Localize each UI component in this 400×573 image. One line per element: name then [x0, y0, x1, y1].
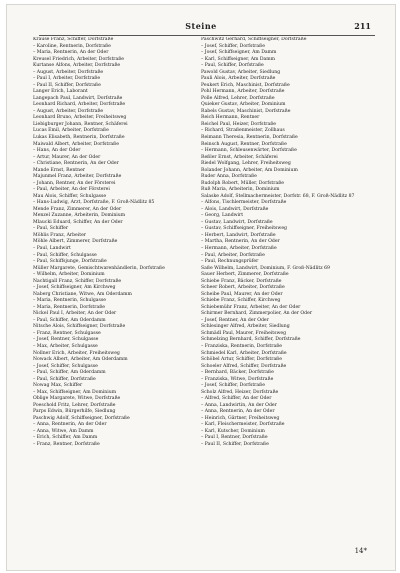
directory-entry: Menzel Zuzanne, Arbeiterin, Dominium — [33, 213, 126, 219]
directory-entry: Müller Margarete, Gemischtwarenhändlerin, Dorfstraße — [33, 265, 165, 271]
directory-entry: – Josef, Rentner, An der Oder — [201, 317, 269, 323]
directory-entry: – Paul, Schiffer — [33, 226, 69, 232]
directory-entry: – Hermann, Arbeiter, Dorfstraße — [201, 246, 277, 251]
directory-entry: Naberg Christiane, Witwe, Am Oderdamm — [33, 291, 132, 297]
directory-entry: – Paul, Schiffer, Dorfstraße — [201, 63, 264, 69]
directory-entry: – Karl, Kutscher, Dominium — [201, 428, 265, 434]
directory-entry: – Anna, Witwe, Am Damm — [33, 428, 94, 434]
directory-entry: Möhle Albert, Zimmerer, Dorfstraße — [33, 239, 118, 245]
directory-entry: Saße Wilhelm, Landwirt, Dominium, F. Groß-Nädlitz 69 — [201, 265, 330, 271]
directory-entry: Mande Ernst, Rentner — [33, 167, 86, 173]
directory-entry: – Alfons, Tischlermeister, Dorfstraße — [201, 200, 287, 206]
directory-entry: – Paul I, Rentner, Dorfstraße — [201, 435, 268, 441]
directory-entry: – Karl, Fleischermeister, Dorfstraße — [201, 422, 285, 428]
directory-entry: – Herbert, Landwirt, Dorfstraße — [201, 232, 276, 238]
directory-entry: Reich Hermann, Rentner — [201, 115, 260, 121]
directory-entry: Nachtigall Franz, Schiffer, Dorfstraße — [33, 278, 122, 284]
directory-entry: – Josef, Schiffseigner, Am Kirchweg — [33, 285, 116, 291]
directory-entry: – Christiane, Rentnerin, An der Oder — [33, 161, 119, 167]
directory-entry: Mende Franz, Zimmerer, An der Oder — [33, 206, 122, 212]
directory-entry: Peukert Erich, Maschinist, Dorfstraße — [201, 82, 290, 88]
directory-entry: – Heinrich, Gärtner, Freiheitsweg — [201, 415, 280, 421]
directory-entry: Schmädl Paul, Maurer, Freiheitsweg — [201, 330, 287, 336]
directory-entry: Nowack Albert, Arbeiter, Am Oderdamm — [33, 357, 128, 363]
directory-entry: Nollner Erich, Arbeiter, Freiheitsweg — [33, 350, 120, 356]
directory-entry: Reinsch August, Rentner, Dorfstraße — [201, 141, 287, 147]
directory-entry: Krause Franz, Schiffer, Dorfstraße — [33, 37, 114, 42]
directory-entry: Sauer Herbert, Zimmerer, Dorfstraße — [201, 272, 289, 278]
directory-entry: Mau Alois, Schiffer, Schulgasse — [33, 193, 107, 199]
directory-entry: – Gustav, Landwirt, Dorfstraße — [201, 219, 273, 225]
directory-entry: Majunmel Franz, Arbeiter, Dorfstraße — [33, 174, 122, 180]
directory-entry: Pauli Alois, Arbeiter, Dorfstraße — [201, 76, 276, 82]
directory-entry: – Erich, Schiffer, Am Damm — [33, 435, 98, 441]
directory-entry: Schiebemühr Franz, Arbeiter, An der Oder — [201, 304, 301, 310]
page-header — [11, 21, 391, 33]
directory-entry: Poeschold Fritz, Lehrer, Dorfstraße — [33, 402, 116, 408]
directory-entry: Reichel Paul, Heizer, Dorfstraße — [201, 121, 277, 127]
directory-entry: Parps Edwin, Bürgerhilfe, Siedlung — [33, 409, 116, 415]
directory-entry: Langepach Paul, Landwirt, Dorfstraße — [33, 95, 123, 101]
directory-entry: – Anna, Rentnerin, An der Oder — [33, 422, 107, 428]
directory-entry: – Max, Arbeiter, Schulgasse — [33, 343, 98, 349]
directory-entry: Lukas Elisabeth, Rentnerin, Dorfstraße — [33, 134, 125, 140]
directory-entry: – Paul, Arbeiter, Dorfstraße — [201, 252, 265, 258]
directory-entry: – Paul II, Schiffer, Dorfstraße — [33, 82, 101, 88]
directory-entry: Salaske Adolf, Stellmachermeister, Dorfstr. 68, F. Groß-Nädlitz 87 — [201, 193, 355, 199]
directory-entry: Nitsche Alois, Schiffseigner, Dorfstraße — [33, 324, 126, 330]
right-column — [201, 37, 379, 448]
directory-entry: Paschwig Adolf, Schiffseigner, Dorfstraße — [33, 415, 130, 421]
directory-entry: Pawold Gustav, Arbeiter, Siedlung — [201, 69, 281, 75]
directory-entry: – Maria, Rentnerin, Dorfstraße — [33, 304, 105, 310]
directory-entry: – Paul, Schiffer, Schulgasse — [33, 252, 97, 258]
page-title: Steine — [185, 21, 217, 31]
directory-entry: Schirmer Bernhard, Zimmerpolier, An der Oder — [201, 311, 313, 317]
directory-entry: – Hans, An der Oder — [33, 148, 81, 154]
directory-entry: Rabels Gustav, Maschinist, Dorfstraße — [201, 108, 291, 114]
directory-entry: Mlaucki Eduard, Schiffer, An der Oder — [33, 219, 123, 225]
directory-entry: Reßler Ernst, Arbeiter, Schäferei — [201, 154, 278, 160]
directory-entry: Ruß Maria, Arbeiterin, Dominium — [201, 187, 280, 193]
directory-entry: – Alfred, Schiffer, An der Oder — [201, 396, 272, 402]
directory-entry: – Anna, Rentnerin, An der Oder — [201, 409, 275, 415]
directory-entry: – Maria, Rentnerin, Schulgasse — [33, 298, 106, 304]
directory-entry: – Paul, Schiffer, Am Oderdamm — [33, 317, 106, 323]
directory-page — [6, 4, 396, 571]
directory-entry: Schmiedel Karl, Arbeiter, Dorfstraße — [201, 350, 287, 356]
directory-entry: Schöbel Artur, Schiffer, Dorfstraße — [201, 357, 282, 363]
directory-entry: Schiebe Franz, Schiffer, Kirchweg — [201, 298, 281, 304]
directory-entry: – Alois, Landwirt, Dorfstraße — [201, 206, 269, 212]
directory-entry: Langer Erich, Laborant — [33, 89, 88, 95]
directory-entry: Liebigburger Johann, Rentner, Schäferei — [33, 121, 128, 127]
directory-entry: – Hans-Ludwig, Arzt, Dorfstraße, F. Groß-Nädlitz 85 — [33, 200, 155, 206]
directory-entry: – Wilhelm, Arbeiter, Dominium — [33, 272, 105, 278]
signature-mark: 14* — [354, 547, 367, 555]
directory-entry: – Josef, Schiffer, Dorfstraße — [201, 43, 265, 49]
directory-entry: – August, Arbeiter, Dorfstraße — [33, 108, 104, 114]
directory-entry: Leonhard Bruno, Arbeiter, Freiheitsweg — [33, 115, 127, 121]
directory-entry: Schmelzing Bernhard, Schiffer, Dorfstraße — [201, 337, 301, 343]
directory-entry: Ruder Anna, Dorfstraße — [201, 174, 257, 180]
directory-entry: – Bernhard, Bäcker, Dorfstraße — [201, 370, 274, 376]
directory-entry: – Franziska, Rentnerin, Dorfstraße — [201, 343, 283, 349]
directory-entry: Scholz Alfred, Heizer, Dorfstraße — [201, 389, 279, 395]
directory-entry: Scheibe Paul, Maurer, An der Oder — [201, 291, 283, 297]
directory-entry: – Karoline, Rentnerin, Dorfstraße — [33, 43, 111, 49]
directory-entry: – Paul II, Schiffer, Dorfstraße — [201, 441, 269, 447]
directory-entry: – Josef, Schiffer, Schulgasse — [33, 363, 98, 369]
directory-entry: – Franz, Rentner, Dorfstraße — [33, 441, 100, 447]
directory-entry: – Maria, Rentnerin, An der Oder — [33, 50, 109, 56]
directory-entry: Schoeler Alfred, Schiffer, Dorfstraße — [201, 363, 287, 369]
directory-entry: – Franziska, Witwe, Dorfstraße — [201, 376, 274, 382]
directory-entry: Kurtanse Alfons, Arbeiter, Dorfstraße — [33, 63, 121, 69]
directory-entry: – Paul, Schiffer, Dorfstraße — [33, 376, 96, 382]
directory-entry: – Franz, Rentner, Schulgasse — [33, 330, 101, 336]
directory-entry: Nowag Max, Schiffer — [33, 383, 83, 389]
directory-entry: – Johann, Rentner, An der Försterei — [33, 180, 116, 186]
directory-entry: – Richard, Straßenmeister, Zollhaus — [201, 128, 285, 134]
directory-entry: – Paul, Landwirt — [33, 246, 71, 251]
directory-entry: – Paul, Rechnungsprüfer — [201, 259, 259, 265]
directory-entry: – Karl, Schiffseigner, Am Damm — [201, 56, 275, 62]
directory-entry: Schiebe Franz, Bäcker, Dorfstraße — [201, 278, 282, 284]
directory-entry: – Hermann, Schleusenwärter, Dorfstraße — [201, 148, 297, 154]
directory-entry: Rudolph Robert, Müller, Dorfstraße — [201, 180, 284, 186]
directory-entry: Scheer Robert, Arbeiter, Dorfstraße — [201, 285, 285, 291]
directory-entry: – Georg, Landwirt — [201, 213, 244, 219]
directory-entry: Lucas Emil, Arbeiter, Dorfstraße — [33, 128, 109, 134]
directory-entry: – Paul, Arbeiter, An der Försterei — [33, 187, 110, 193]
directory-entry: Schlesinger Alfred, Arbeiter, Siedlung — [201, 324, 290, 330]
directory-entry: – Anna, Landwirtin, An der Oder — [201, 402, 277, 408]
directory-entry: Nickel Paul I, Arbeiter, An der Oder — [33, 311, 117, 317]
directory-entry: – Paul I, Arbeiter, Dorfstraße — [33, 76, 101, 82]
left-column — [33, 37, 211, 448]
directory-entry: Kreusel Friedrich, Arbeiter, Dorfstraße — [33, 56, 125, 62]
directory-entry: Riedel Wolfgang, Lehrer, Freiheitsweg — [201, 161, 291, 167]
directory-entry: Leonhard Richard, Arbeiter, Dorfstraße — [33, 102, 126, 108]
directory-entry: Paschwitz Gerhard, Schiffseigner, Dorfstraße — [201, 37, 307, 42]
header-rule — [39, 35, 375, 36]
directory-entry: Polle Alfred, Lehrer, Dorfstraße — [201, 95, 275, 101]
directory-entry: – Martha, Rentnerin, An der Oder — [201, 239, 280, 245]
directory-entry: Rolander Johann, Arbeiter, Am Dominium — [201, 167, 298, 173]
directory-entry: – Josef, Schiffer, Dorfstraße — [201, 383, 265, 389]
directory-entry: Pohl Hermann, Arbeiter, Dorfstraße — [201, 89, 285, 95]
page-number: 211 — [354, 21, 371, 31]
directory-entry: – Paul, Schiffer, Am Oderdamm — [33, 370, 106, 376]
directory-entry: Möhlis Franz, Arbeiter — [33, 232, 87, 238]
directory-entry: – Artur, Maurer, An der Oder — [33, 154, 101, 160]
directory-entry: – Max, Schiffseigner, Am Dominium — [33, 389, 117, 395]
directory-entry: – Josef, Rentner, Schulgasse — [33, 337, 99, 343]
directory-entry: Reimann Theresia, Rentnerin, Dorfstraße — [201, 134, 298, 140]
directory-entry: – Paul, Schiffsjunge, Dorfstraße — [33, 259, 107, 265]
directory-entry: – Gustav, Schiffseigner, Freiheitsweg — [201, 226, 287, 232]
directory-entry: Quieker Gustav, Arbeiter, Dominium — [201, 102, 286, 108]
directory-entry: Maiwald Albert, Arbeiter, Dorfstraße — [33, 141, 119, 147]
directory-entry: – Josef, Schiffseigner, Am Damm — [201, 50, 277, 56]
directory-entry: – August, Arbeiter, Dorfstraße — [33, 69, 104, 75]
directory-entry: Oblige Margarete, Witwe, Dorfstraße — [33, 396, 121, 402]
